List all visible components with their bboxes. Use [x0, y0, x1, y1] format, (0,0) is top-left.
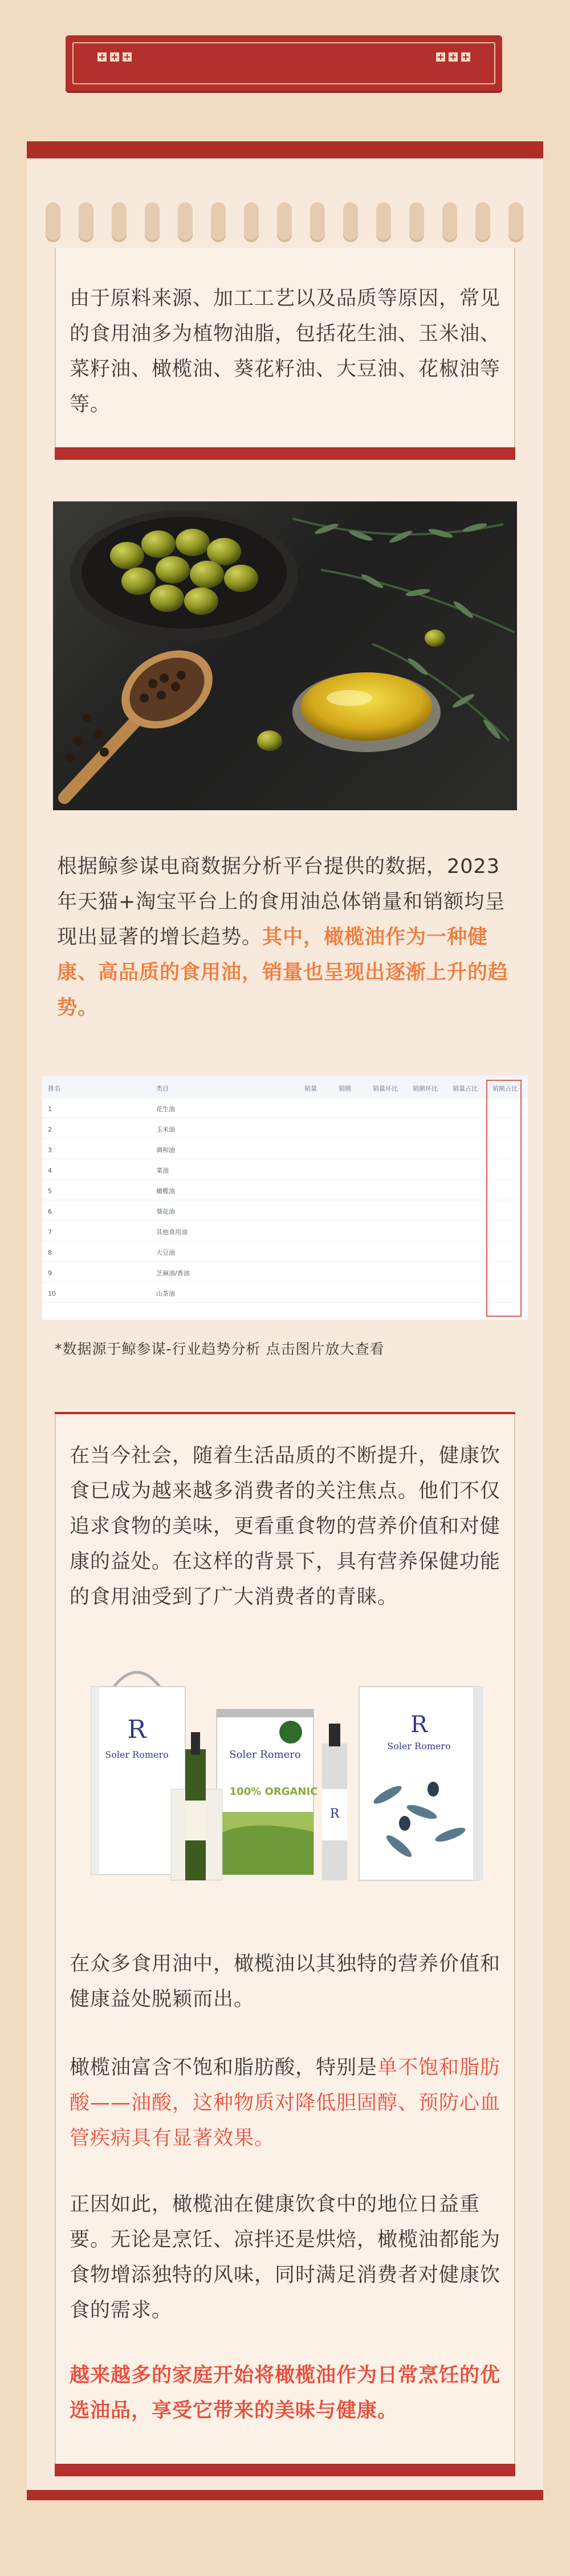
fatty-acid-paragraph [70, 2050, 503, 2156]
intro-paragraph: 由于原料来源、加工工艺以及品质等原因，常见的食用油多为植物油脂，包括花生油、玉米油、菜籽油、橄榄油、葵花籽油、大豆油、花椒油等等。 [70, 287, 501, 416]
paper-bottom-strip [27, 2490, 543, 2500]
table-caption: *数据源于鲸参谋-行业趋势分析 点击图片放大查看 [55, 1341, 385, 1357]
table-cell: 4 [48, 1167, 52, 1174]
sales-paragraph-text: 根据鲸参谋电商数据分析平台提供的数据，2023年天猫+淘宝平台上的食用油总体销量和销额均呈现出显著的增长趋势。 [57, 855, 506, 949]
table-cell: 调和油 [156, 1146, 175, 1154]
olive-photo-illustration [53, 501, 517, 810]
table-header-cell: 销额占比 [492, 1085, 518, 1092]
fatty-acid-text: 橄榄油富含不饱和脂肪酸，特别是 [70, 2056, 378, 2079]
banner-left-crosses-icon [97, 52, 132, 62]
table-header-cell: 销额 [339, 1085, 351, 1092]
table-cell: 3 [48, 1146, 52, 1154]
table-cell: 玉米油 [156, 1126, 175, 1133]
product-illustration [80, 1664, 496, 1903]
highlight-column-frame [487, 1080, 521, 1316]
svg-text:R: R [127, 1715, 146, 1744]
sales-paragraph [57, 849, 516, 1026]
sales-paragraph-highlight: 其中，橄榄油作为一种健康、高品质的食用油，销量也呈现出逐渐上升的趋势。 [57, 926, 509, 1019]
family-paragraph: 越来越多的家庭开始将橄榄油作为日常烹饪的优选油品，享受它带来的美味与健康。 [70, 2364, 501, 2422]
table-cell: 10 [48, 1290, 56, 1297]
table-cell: 葵花油 [156, 1208, 175, 1215]
health-card [55, 1412, 515, 2476]
intro-card [55, 248, 515, 460]
table-cell: 花生油 [156, 1105, 175, 1113]
banner-border [72, 42, 495, 84]
box-brand-text: Soler Romero [387, 1741, 451, 1752]
tin-brand-text: Soler Romero [229, 1749, 301, 1761]
sales-ranking-table [42, 1076, 528, 1320]
cooking-paragraph: 正因如此，橄榄油在健康饮食中的地位日益重要。无论是烹饪、凉拌还是烘焙，橄榄油都能为食物增添独特的风味，同时满足消费者对健康饮食的需求。 [70, 2193, 501, 2322]
table-cell: 2 [48, 1126, 52, 1133]
table-header-cell: 销量占比 [453, 1085, 478, 1092]
table-cell: 大豆油 [156, 1249, 175, 1256]
table-header-cell: 销额环比 [413, 1085, 438, 1092]
banner-right-crosses-icon [436, 52, 470, 62]
paper-top-strip [27, 141, 543, 158]
tin-organic-text: 100% ORGANIC [229, 1786, 318, 1798]
table-cell: 橄榄油 [156, 1187, 175, 1195]
svg-text:R: R [410, 1712, 428, 1738]
binder-holes [46, 202, 524, 248]
health-paragraph: 在当今社会，随着生活品质的不断提升，健康饮食已成为越来越多消费者的关注焦点。他们不仅追求食物的美味，更看重食物的营养价值和对健康的益处。在这样的背景下，具有营养保健功能的食用油受到了广大消费者的青睐。 [70, 1444, 501, 1609]
table-cell: 5 [48, 1187, 52, 1195]
table-cell: 8 [48, 1249, 52, 1256]
soler-romero-products-image[interactable] [80, 1664, 496, 1903]
table-cell: 菜油 [156, 1167, 169, 1174]
sales-ranking-table-image[interactable] [42, 1076, 528, 1320]
table-header-cell: 销量 [304, 1085, 317, 1092]
table-cell: 9 [48, 1269, 52, 1277]
table-cell: 7 [48, 1228, 52, 1236]
bag-brand-text: Soler Romero [105, 1749, 169, 1760]
fatty-acid-highlight: 单不饱和脂肪酸——油酸，这种物质对降低胆固醇、预防心血管疾病具有显著效果。 [70, 2056, 501, 2150]
svg-text:R: R [329, 1807, 340, 1821]
table-cell: 其他食用油 [156, 1228, 188, 1236]
table-cell: 6 [48, 1208, 52, 1215]
table-cell: 山茶油 [156, 1290, 175, 1297]
table-header-cell: 类目 [156, 1085, 169, 1092]
olive-standout-paragraph: 在众多食用油中，橄榄油以其独特的营养价值和健康益处脱颖而出。 [70, 1953, 501, 2011]
table-cell: 芝麻油/香油 [156, 1269, 190, 1277]
olive-photo[interactable] [53, 501, 517, 810]
table-header-cell: 排名 [48, 1085, 60, 1092]
table-cell: 1 [48, 1105, 52, 1113]
header-banner [66, 35, 502, 91]
table-header-cell: 销量环比 [373, 1085, 398, 1092]
